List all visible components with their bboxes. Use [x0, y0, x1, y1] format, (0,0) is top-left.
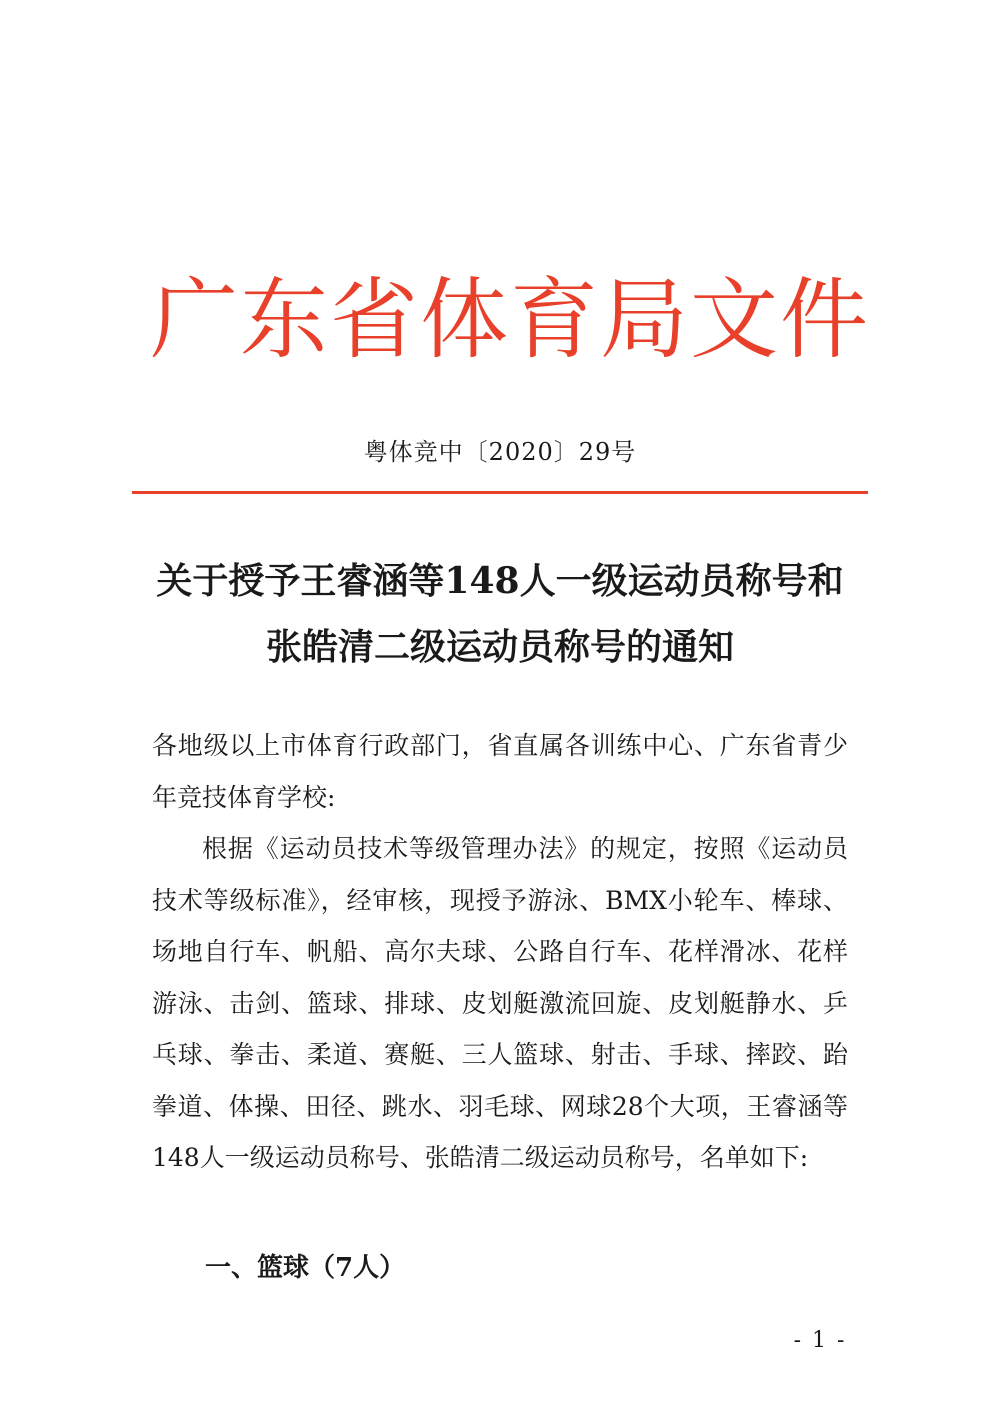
section-heading-basketball: 一、篮球（7人） — [205, 1253, 406, 1283]
body-text — [152, 720, 848, 1184]
notice-title-line-2: 张皓清二级运动员称号的通知 — [265, 626, 734, 668]
red-divider-line — [132, 491, 868, 494]
issuer-header-title: 广东省体育局文件 — [150, 268, 871, 371]
page-number: - 1 - — [793, 1328, 847, 1353]
notice-title — [130, 548, 870, 680]
body-paragraph: 根据《运动员技术等级管理办法》的规定，按照《运动员技术等级标准》，经审核，现授予游泳、BMX小轮车、棒球、场地自行车、帆船、高尔夫球、公路自行车、花样滑冰、花样游泳、击剑、篮球、排球、皮划艇激流回旋、皮划艇静水、乒乓球、拳击、柔道、赛艇、三人篮球、射击、手球、摔跤、跆拳道、体操、田径、跳水、羽毛球、网球28个大项，王睿涵等148人一级运动员称号、张皓清二级运动员称号，名单如下: — [152, 834, 848, 1172]
addressee: 各地级以上市体育行政部门，省直属各训练中心、广东省青少年竞技体育学校: — [152, 731, 848, 812]
document-number: 粤体竞中〔2020〕29号 — [363, 438, 637, 466]
notice-title-line-1: 关于授予王睿涵等148人一级运动员称号和 — [156, 560, 844, 602]
